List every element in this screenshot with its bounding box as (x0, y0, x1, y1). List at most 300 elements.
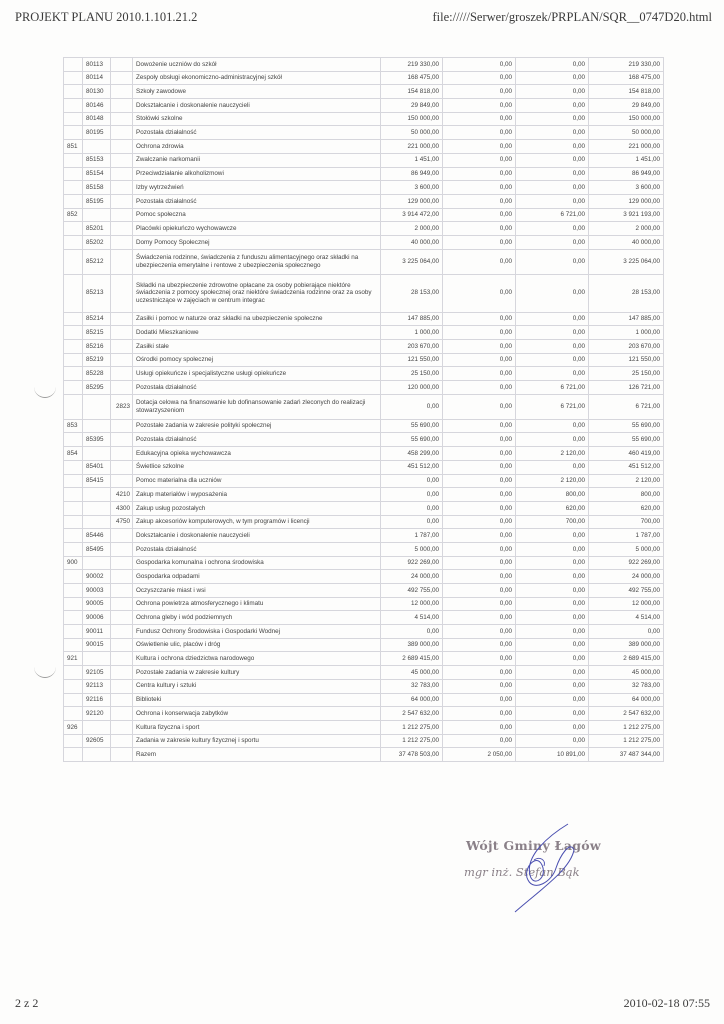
print-datetime: 2010-02-18 07:55 (623, 996, 710, 1010)
plan-after-change-cell: 168 475,00 (589, 71, 664, 85)
paragraf-cell (111, 312, 133, 326)
change-increase-cell: 0,00 (516, 181, 589, 195)
name-cell: Zakup akcesoriów komputerowych, w tym programów i licencji (133, 515, 381, 529)
plan-after-change-cell: 12 000,00 (589, 597, 664, 611)
table-row (64, 570, 664, 584)
change-increase-cell: 0,00 (516, 625, 589, 639)
plan-value-cell: 0,00 (381, 515, 443, 529)
change-increase-cell: 0,00 (516, 235, 589, 249)
paragraf-cell (111, 529, 133, 543)
table-row (64, 542, 664, 556)
table-row (64, 367, 664, 381)
paragraf-cell (111, 720, 133, 734)
name-cell: Zasiłki i pomoc w naturze oraz składki na ubezpieczenie społeczne (133, 312, 381, 326)
change-increase-cell: 0,00 (516, 367, 589, 381)
rozdzial-cell (83, 394, 111, 419)
name-cell: Świadczenia rodzinne, świadczenia z funduszu alimentacyjnego oraz składki na ubezpieczenia emerytalne i rentowe z ubezpieczenia społecznego (133, 249, 381, 274)
table-row (64, 488, 664, 502)
name-cell: Pozostała działalność (133, 126, 381, 140)
change-decrease-cell: 0,00 (443, 611, 516, 625)
plan-value-cell: 0,00 (381, 394, 443, 419)
plan-after-change-cell: 3 921 193,00 (589, 208, 664, 222)
rozdzial-cell: 85154 (83, 167, 111, 181)
plan-after-change-cell: 451 512,00 (589, 460, 664, 474)
dzial-cell (64, 194, 83, 208)
paragraf-cell (111, 167, 133, 181)
dzial-cell: 854 (64, 447, 83, 461)
table-row (64, 235, 664, 249)
table-row (64, 720, 664, 734)
dzial-cell (64, 353, 83, 367)
name-cell: Centra kultury i sztuki (133, 679, 381, 693)
dzial-cell (64, 112, 83, 126)
paragraf-cell (111, 58, 133, 72)
name-cell: Gospodarka komunalna i ochrona środowiska (133, 556, 381, 570)
rozdzial-cell: 90006 (83, 611, 111, 625)
plan-value-cell: 0,00 (381, 474, 443, 488)
table-row (64, 515, 664, 529)
name-cell: Ochrona zdrowia (133, 140, 381, 154)
plan-value-cell: 1 787,00 (381, 529, 443, 543)
rozdzial-cell: 85219 (83, 353, 111, 367)
plan-value-cell: 150 000,00 (381, 112, 443, 126)
plan-after-change-cell: 2 689 415,00 (589, 652, 664, 666)
signature-name: mgr inż. Stefan Bąk (464, 865, 580, 879)
change-increase-cell: 6 721,00 (516, 381, 589, 395)
table-row (64, 584, 664, 598)
name-cell: Zakup materiałów i wyposażenia (133, 488, 381, 502)
paragraf-cell (111, 748, 133, 762)
rozdzial-cell: 85214 (83, 312, 111, 326)
paragraf-cell (111, 611, 133, 625)
change-decrease-cell: 0,00 (443, 235, 516, 249)
plan-value-cell: 1 000,00 (381, 326, 443, 340)
table-row (64, 556, 664, 570)
paragraf-cell (111, 556, 133, 570)
dzial-cell (64, 638, 83, 652)
change-increase-cell: 0,00 (516, 194, 589, 208)
table-row (64, 611, 664, 625)
dzial-cell (64, 181, 83, 195)
dzial-cell (64, 734, 83, 748)
dzial-cell (64, 71, 83, 85)
plan-value-cell: 0,00 (381, 501, 443, 515)
change-decrease-cell: 0,00 (443, 501, 516, 515)
rozdzial-cell: 92113 (83, 679, 111, 693)
plan-value-cell: 0,00 (381, 625, 443, 639)
name-cell: Przeciwdziałanie alkoholizmowi (133, 167, 381, 181)
paragraf-cell (111, 71, 133, 85)
name-cell: Pozostała działalność (133, 381, 381, 395)
plan-after-change-cell: 3 600,00 (589, 181, 664, 195)
budget-table (63, 57, 664, 762)
change-decrease-cell: 0,00 (443, 707, 516, 721)
plan-after-change-cell: 25 150,00 (589, 367, 664, 381)
plan-after-change-cell: 64 000,00 (589, 693, 664, 707)
plan-value-cell: 25 150,00 (381, 367, 443, 381)
plan-value-cell: 492 755,00 (381, 584, 443, 598)
paragraf-cell (111, 707, 133, 721)
change-decrease-cell: 0,00 (443, 99, 516, 113)
dzial-cell (64, 625, 83, 639)
rozdzial-cell: 80114 (83, 71, 111, 85)
change-decrease-cell: 0,00 (443, 208, 516, 222)
change-increase-cell: 0,00 (516, 597, 589, 611)
plan-after-change-cell: 492 755,00 (589, 584, 664, 598)
dzial-cell (64, 394, 83, 419)
plan-after-change-cell: 2 120,00 (589, 474, 664, 488)
change-increase-cell: 0,00 (516, 638, 589, 652)
plan-value-cell: 55 690,00 (381, 419, 443, 433)
name-cell: Dodatki Mieszkaniowe (133, 326, 381, 340)
table-row (64, 433, 664, 447)
plan-value-cell: 45 000,00 (381, 666, 443, 680)
plan-after-change-cell: 29 849,00 (589, 99, 664, 113)
dzial-cell (64, 274, 83, 312)
plan-value-cell: 154 818,00 (381, 85, 443, 99)
change-increase-cell: 0,00 (516, 249, 589, 274)
change-decrease-cell: 0,00 (443, 71, 516, 85)
change-decrease-cell: 0,00 (443, 570, 516, 584)
paragraf-cell (111, 222, 133, 236)
change-decrease-cell: 0,00 (443, 112, 516, 126)
table-row (64, 312, 664, 326)
dzial-cell (64, 126, 83, 140)
name-cell: Biblioteki (133, 693, 381, 707)
name-cell: Pozostała działalność (133, 542, 381, 556)
name-cell: Dowożenie uczniów do szkół (133, 58, 381, 72)
budget-table-body (64, 58, 664, 762)
change-decrease-cell: 0,00 (443, 249, 516, 274)
change-increase-cell: 0,00 (516, 419, 589, 433)
change-increase-cell: 0,00 (516, 340, 589, 354)
table-row (64, 474, 664, 488)
name-cell: Kultura i ochrona dziedzictwa narodowego (133, 652, 381, 666)
change-increase-cell: 0,00 (516, 666, 589, 680)
rozdzial-cell (83, 515, 111, 529)
table-row (64, 638, 664, 652)
change-increase-cell: 0,00 (516, 140, 589, 154)
plan-after-change-cell: 219 330,00 (589, 58, 664, 72)
dzial-cell (64, 679, 83, 693)
change-increase-cell: 0,00 (516, 58, 589, 72)
change-decrease-cell: 0,00 (443, 542, 516, 556)
table-row (64, 208, 664, 222)
table-row (64, 85, 664, 99)
change-decrease-cell: 0,00 (443, 693, 516, 707)
plan-value-cell: 29 849,00 (381, 99, 443, 113)
table-row (64, 679, 664, 693)
plan-after-change-cell: 1 451,00 (589, 153, 664, 167)
paragraf-cell (111, 433, 133, 447)
rozdzial-cell (83, 748, 111, 762)
change-increase-cell: 0,00 (516, 353, 589, 367)
rozdzial-cell (83, 652, 111, 666)
name-cell: Świetlice szkolne (133, 460, 381, 474)
paragraf-cell (111, 381, 133, 395)
rozdzial-cell (83, 488, 111, 502)
plan-after-change-cell: 126 721,00 (589, 381, 664, 395)
plan-value-cell: 0,00 (381, 488, 443, 502)
rozdzial-cell: 85228 (83, 367, 111, 381)
dzial-cell (64, 153, 83, 167)
change-increase-cell: 0,00 (516, 274, 589, 312)
change-increase-cell: 800,00 (516, 488, 589, 502)
table-row (64, 167, 664, 181)
table-row (64, 274, 664, 312)
rozdzial-cell: 80195 (83, 126, 111, 140)
change-increase-cell: 10 891,00 (516, 748, 589, 762)
change-increase-cell: 0,00 (516, 85, 589, 99)
change-decrease-cell: 0,00 (443, 181, 516, 195)
plan-after-change-cell: 389 000,00 (589, 638, 664, 652)
change-increase-cell: 0,00 (516, 570, 589, 584)
change-increase-cell: 2 120,00 (516, 474, 589, 488)
paragraf-cell (111, 625, 133, 639)
rozdzial-cell (83, 208, 111, 222)
change-decrease-cell: 0,00 (443, 679, 516, 693)
plan-after-change-cell: 4 514,00 (589, 611, 664, 625)
name-cell: Pomoc społeczna (133, 208, 381, 222)
change-decrease-cell: 0,00 (443, 58, 516, 72)
plan-after-change-cell: 700,00 (589, 515, 664, 529)
paragraf-cell (111, 460, 133, 474)
paragraf-cell (111, 447, 133, 461)
plan-after-change-cell: 203 670,00 (589, 340, 664, 354)
table-row (64, 707, 664, 721)
plan-value-cell: 1 451,00 (381, 153, 443, 167)
table-row (64, 652, 664, 666)
name-cell: Razem (133, 748, 381, 762)
change-decrease-cell: 0,00 (443, 367, 516, 381)
rozdzial-cell: 85158 (83, 181, 111, 195)
plan-after-change-cell: 1 000,00 (589, 326, 664, 340)
table-row (64, 249, 664, 274)
rozdzial-cell (83, 720, 111, 734)
plan-value-cell: 32 783,00 (381, 679, 443, 693)
dzial-cell (64, 235, 83, 249)
paragraf-cell (111, 208, 133, 222)
name-cell: Szkoły zawodowe (133, 85, 381, 99)
rozdzial-cell: 85153 (83, 153, 111, 167)
table-row (64, 597, 664, 611)
change-increase-cell: 0,00 (516, 720, 589, 734)
plan-after-change-cell: 37 487 344,00 (589, 748, 664, 762)
rozdzial-cell: 90003 (83, 584, 111, 598)
name-cell: Pomoc materialna dla uczniów (133, 474, 381, 488)
rozdzial-cell (83, 556, 111, 570)
rozdzial-cell: 85395 (83, 433, 111, 447)
dzial-cell (64, 381, 83, 395)
rozdzial-cell: 85295 (83, 381, 111, 395)
plan-value-cell: 922 269,00 (381, 556, 443, 570)
plan-value-cell: 2 689 415,00 (381, 652, 443, 666)
dzial-cell (64, 460, 83, 474)
plan-after-change-cell: 24 000,00 (589, 570, 664, 584)
paragraf-cell (111, 679, 133, 693)
change-increase-cell: 620,00 (516, 501, 589, 515)
name-cell: Pozostała działalność (133, 433, 381, 447)
plan-value-cell: 24 000,00 (381, 570, 443, 584)
name-cell: Ośrodki pomocy społecznej (133, 353, 381, 367)
plan-value-cell: 3 914 472,00 (381, 208, 443, 222)
paragraf-cell (111, 126, 133, 140)
change-decrease-cell: 0,00 (443, 140, 516, 154)
rozdzial-cell: 90002 (83, 570, 111, 584)
change-increase-cell: 0,00 (516, 153, 589, 167)
dzial-cell: 926 (64, 720, 83, 734)
paragraf-cell (111, 570, 133, 584)
dzial-cell (64, 542, 83, 556)
paragraf-cell (111, 584, 133, 598)
name-cell: Kultura fizyczna i sport (133, 720, 381, 734)
name-cell: Pozostała działalność (133, 194, 381, 208)
rozdzial-cell: 92120 (83, 707, 111, 721)
dzial-cell (64, 488, 83, 502)
change-decrease-cell: 0,00 (443, 85, 516, 99)
rozdzial-cell: 85415 (83, 474, 111, 488)
dzial-cell (64, 570, 83, 584)
name-cell: Oświetlenie ulic, placów i dróg (133, 638, 381, 652)
plan-after-change-cell: 922 269,00 (589, 556, 664, 570)
table-row (64, 153, 664, 167)
paragraf-cell (111, 112, 133, 126)
punch-hole (34, 385, 56, 398)
plan-after-change-cell: 2 000,00 (589, 222, 664, 236)
name-cell: Dotacja celowa na finansowanie lub dofinansowanie zadań zleconych do realizacji stowarzyszeniom (133, 394, 381, 419)
handwritten-signature-icon (500, 820, 580, 915)
paragraf-cell: 4750 (111, 515, 133, 529)
paragraf-cell (111, 597, 133, 611)
plan-after-change-cell: 1 787,00 (589, 529, 664, 543)
rozdzial-cell (83, 140, 111, 154)
dzial-cell: 851 (64, 140, 83, 154)
punch-hole (34, 665, 56, 678)
change-increase-cell: 0,00 (516, 312, 589, 326)
plan-after-change-cell: 55 690,00 (589, 433, 664, 447)
table-row (64, 419, 664, 433)
plan-after-change-cell: 150 000,00 (589, 112, 664, 126)
total-row (64, 748, 664, 762)
plan-value-cell: 458 299,00 (381, 447, 443, 461)
name-cell: Zespoły obsługi ekonomiczno-administracyjnej szkół (133, 71, 381, 85)
plan-after-change-cell: 1 212 275,00 (589, 720, 664, 734)
plan-value-cell: 121 550,00 (381, 353, 443, 367)
dzial-cell (64, 707, 83, 721)
plan-after-change-cell: 2 547 632,00 (589, 707, 664, 721)
dzial-cell: 853 (64, 419, 83, 433)
name-cell: Zasiłki stałe (133, 340, 381, 354)
name-cell: Oczyszczanie miast i wsi (133, 584, 381, 598)
change-decrease-cell: 0,00 (443, 652, 516, 666)
table-row (64, 693, 664, 707)
plan-after-change-cell: 800,00 (589, 488, 664, 502)
dzial-cell: 921 (64, 652, 83, 666)
table-row (64, 460, 664, 474)
change-decrease-cell: 0,00 (443, 584, 516, 598)
change-increase-cell: 0,00 (516, 611, 589, 625)
plan-value-cell: 1 212 275,00 (381, 720, 443, 734)
rozdzial-cell: 80113 (83, 58, 111, 72)
table-row (64, 625, 664, 639)
dzial-cell (64, 474, 83, 488)
plan-after-change-cell: 40 000,00 (589, 235, 664, 249)
rozdzial-cell: 85202 (83, 235, 111, 249)
table-row (64, 353, 664, 367)
rozdzial-cell (83, 501, 111, 515)
dzial-cell (64, 312, 83, 326)
plan-after-change-cell: 460 419,00 (589, 447, 664, 461)
change-decrease-cell: 0,00 (443, 381, 516, 395)
rozdzial-cell: 85446 (83, 529, 111, 543)
plan-value-cell: 168 475,00 (381, 71, 443, 85)
rozdzial-cell: 90011 (83, 625, 111, 639)
plan-value-cell: 120 000,00 (381, 381, 443, 395)
change-increase-cell: 0,00 (516, 460, 589, 474)
rozdzial-cell: 92105 (83, 666, 111, 680)
change-increase-cell: 0,00 (516, 433, 589, 447)
dzial-cell (64, 222, 83, 236)
table-row (64, 222, 664, 236)
name-cell: Zakup usług pozostałych (133, 501, 381, 515)
change-increase-cell: 700,00 (516, 515, 589, 529)
paragraf-cell (111, 638, 133, 652)
dzial-cell (64, 249, 83, 274)
name-cell: Edukacyjna opieka wychowawcza (133, 447, 381, 461)
name-cell: Stołówki szkolne (133, 112, 381, 126)
table-row (64, 394, 664, 419)
plan-after-change-cell: 3 225 064,00 (589, 249, 664, 274)
change-decrease-cell: 0,00 (443, 488, 516, 502)
plan-after-change-cell: 6 721,00 (589, 394, 664, 419)
change-decrease-cell: 0,00 (443, 625, 516, 639)
paragraf-cell (111, 353, 133, 367)
paragraf-cell (111, 326, 133, 340)
plan-value-cell: 451 512,00 (381, 460, 443, 474)
dzial-cell (64, 501, 83, 515)
plan-value-cell: 12 000,00 (381, 597, 443, 611)
change-decrease-cell: 0,00 (443, 312, 516, 326)
change-decrease-cell: 0,00 (443, 734, 516, 748)
plan-after-change-cell: 5 000,00 (589, 542, 664, 556)
rozdzial-cell: 85195 (83, 194, 111, 208)
plan-value-cell: 3 600,00 (381, 181, 443, 195)
change-increase-cell: 0,00 (516, 556, 589, 570)
change-decrease-cell: 0,00 (443, 126, 516, 140)
plan-after-change-cell: 86 949,00 (589, 167, 664, 181)
table-row (64, 112, 664, 126)
table-row (64, 447, 664, 461)
dzial-cell (64, 340, 83, 354)
plan-value-cell: 50 000,00 (381, 126, 443, 140)
paragraf-cell (111, 666, 133, 680)
table-row (64, 126, 664, 140)
change-increase-cell: 0,00 (516, 99, 589, 113)
paragraf-cell (111, 542, 133, 556)
change-decrease-cell: 0,00 (443, 153, 516, 167)
rozdzial-cell: 85401 (83, 460, 111, 474)
table-row (64, 194, 664, 208)
plan-value-cell: 2 000,00 (381, 222, 443, 236)
change-decrease-cell: 0,00 (443, 597, 516, 611)
plan-value-cell: 55 690,00 (381, 433, 443, 447)
name-cell: Dokształcanie i doskonalenie nauczycieli (133, 529, 381, 543)
paragraf-cell (111, 235, 133, 249)
change-increase-cell: 0,00 (516, 167, 589, 181)
paragraf-cell (111, 340, 133, 354)
table-row (64, 340, 664, 354)
change-increase-cell: 0,00 (516, 126, 589, 140)
